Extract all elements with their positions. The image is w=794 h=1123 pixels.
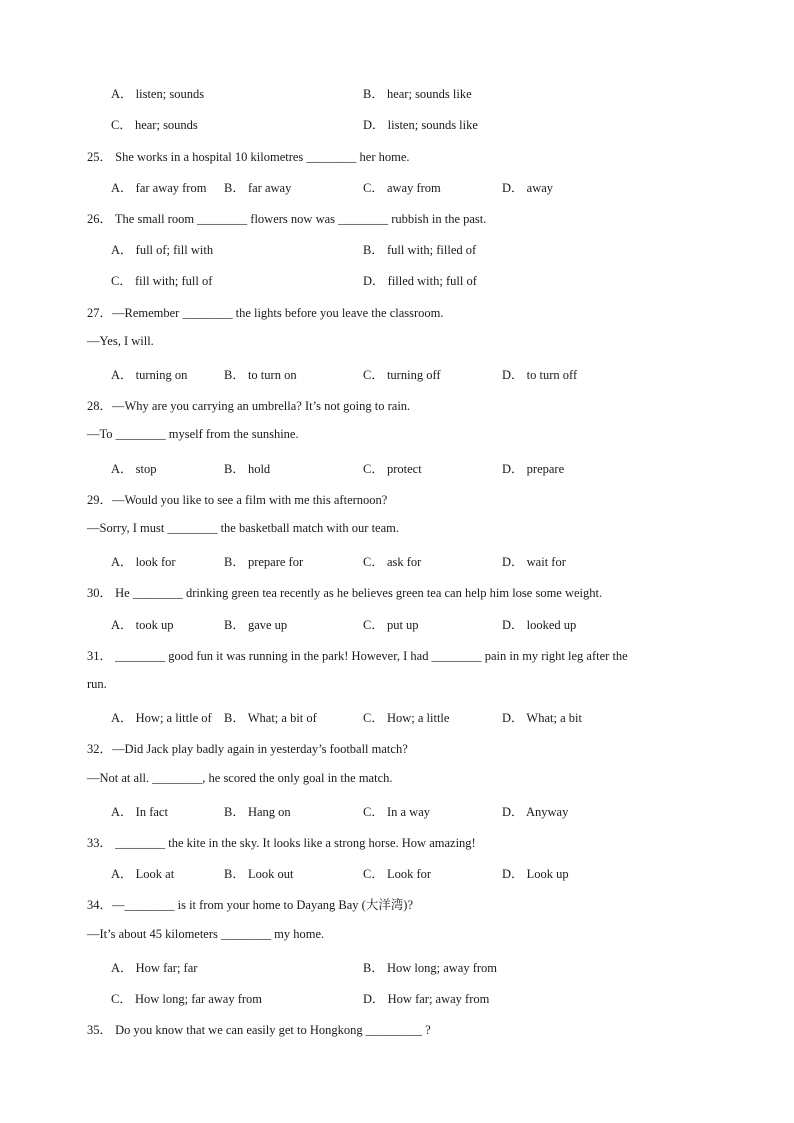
question-response: —It’s about 45 kilometers ________ my home. [87,927,325,941]
question-stem: 32．—Did Jack play badly again in yesterday’s football match? [87,742,408,756]
option-a: A． stop [111,462,157,476]
option-c: C． Look for [363,867,432,881]
option-b: B． to turn on [224,368,297,382]
question-stem: 35． Do you know that we can easily get to Hongkong _________ ? [87,1023,431,1037]
option-a: A． look for [111,555,176,569]
option-c: C． How; a little [363,711,450,725]
option-c: C． fill with; full of [111,274,213,288]
option-b: B． prepare for [224,555,304,569]
option-d: D． Anyway [502,805,569,819]
option-d: D． to turn off [502,368,578,382]
question-response: —To ________ myself from the sunshine. [87,427,299,441]
question-response: —Sorry, I must ________ the basketball match with our team. [87,521,399,535]
option-d: D． prepare [502,462,565,476]
option-c: C． turning off [363,368,441,382]
question-stem: 26． The small room ________ flowers now was ________ rubbish in the past. [87,212,487,226]
question-stem: 30． He ________ drinking green tea recently as he believes green tea can help him lose some weight. [87,586,603,600]
option-c: C． hear; sounds [111,118,198,132]
option-d: D． away [502,181,554,195]
question-stem: 31． ________ good fun it was running in the park! However, I had ________ pain in my right leg after the [87,649,628,663]
option-a: A． How far; far [111,961,198,975]
option-b: B． How long; away from [363,961,498,975]
option-c: C． protect [363,462,422,476]
option-a: A． listen; sounds [111,87,205,101]
option-c: C． away from [363,181,441,195]
question-stem: 34．—________ is it from your home to Dayang Bay (大洋湾)? [87,898,413,912]
option-b: B． hear; sounds like [363,87,472,101]
option-c: C． put up [363,618,419,632]
option-c: C． ask for [363,555,422,569]
option-a: A． How; a little of [111,711,212,725]
question-stem: 33． ________ the kite in the sky. It looks like a strong horse. How amazing! [87,836,476,850]
option-c: C． How long; far away from [111,992,263,1006]
option-d: D． wait for [502,555,566,569]
question-stem-continued: run. [87,677,107,691]
question-stem: 27．—Remember ________ the lights before you leave the classroom. [87,306,444,320]
option-b: B． Look out [224,867,294,881]
option-b: B． What; a bit of [224,711,317,725]
question-stem: 28．—Why are you carrying an umbrella? It’s not going to rain. [87,399,411,413]
option-b: B． hold [224,462,271,476]
option-c: C． In a way [363,805,430,819]
option-a: A． took up [111,618,174,632]
option-a: A． far away from [111,181,207,195]
option-d: D． filled with; full of [363,274,477,288]
option-d: D． What; a bit [502,711,582,725]
option-b: B． gave up [224,618,288,632]
option-d: D． How far; away from [363,992,490,1006]
question-stem: 29．—Would you like to see a film with me this afternoon? [87,493,388,507]
question-response: —Yes, I will. [87,334,154,348]
option-a: A． Look at [111,867,175,881]
option-d: D． listen; sounds like [363,118,478,132]
option-a: A． turning on [111,368,188,382]
question-stem: 25． She works in a hospital 10 kilometres ________ her home. [87,150,410,164]
option-a: A． In fact [111,805,168,819]
question-response: —Not at all. ________, he scored the only goal in the match. [87,771,393,785]
option-b: B． far away [224,181,292,195]
option-b: B． Hang on [224,805,291,819]
option-a: A． full of; fill with [111,243,214,257]
option-d: D． looked up [502,618,577,632]
option-b: B． full with; filled of [363,243,477,257]
option-d: D． Look up [502,867,569,881]
